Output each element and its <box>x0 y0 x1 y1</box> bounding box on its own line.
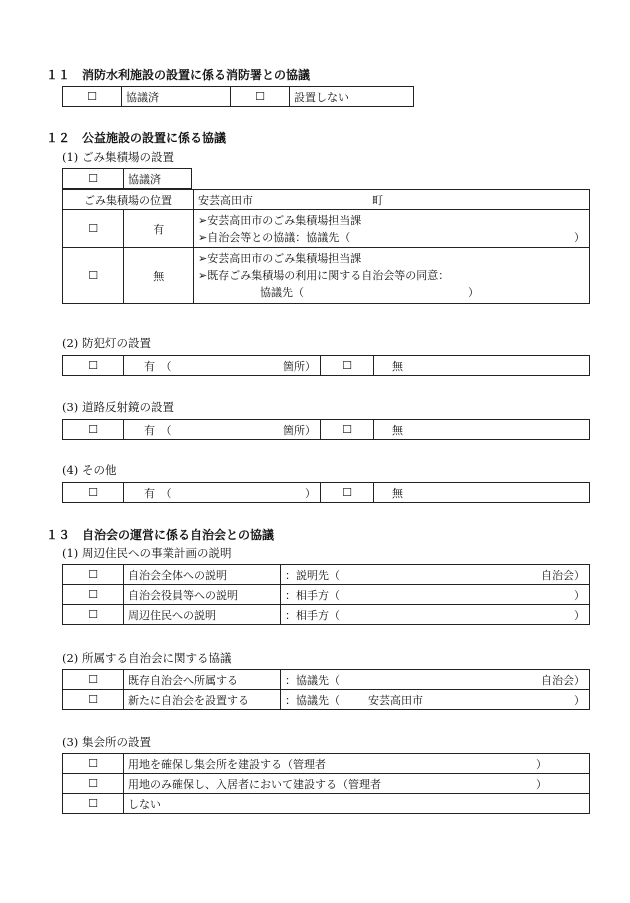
explain-residents-end: ） <box>574 608 585 622</box>
no-line-3: 協議先（ <box>260 286 304 299</box>
other-close: ） <box>305 486 316 500</box>
belong-new-mid: 安芸高田市 <box>368 693 423 707</box>
fire-consultation-table <box>62 86 414 107</box>
hall-build-item: 用地を確保し集会所を建設する（管理者 <box>128 757 326 771</box>
checkbox-mirror-no[interactable]: ☐ <box>321 420 374 440</box>
belong-existing-target <box>281 670 590 690</box>
checkbox-mirror-yes[interactable]: ☐ <box>63 420 124 440</box>
hall-build-end: ） <box>536 757 547 771</box>
no-line-2: ➢既存ごみ集積場の利用に関する自治会等の同意： <box>198 269 450 282</box>
garbage-table <box>62 189 590 304</box>
crime-light-yes-label: 有 （ <box>144 359 172 373</box>
belong-new-item: 新たに自治会を設置する <box>124 690 281 710</box>
mirror-count: 箇所） <box>283 423 316 437</box>
crime-light-count: 箇所） <box>283 359 316 373</box>
checkbox-garbage-agreed[interactable]: ☐ <box>63 169 124 189</box>
checkbox-garbage-yes[interactable]: ☐ <box>63 210 124 248</box>
location-label: ごみ集積場の位置 <box>63 190 194 210</box>
checkbox-explain-residents[interactable]: ☐ <box>63 605 124 625</box>
belong-new-end: ） <box>574 693 585 707</box>
crime-light-title: (2) 防犯灯の設置 <box>62 336 151 350</box>
explain-title: (1) 周辺住民への事業計画の説明 <box>62 546 232 560</box>
hall-build <box>124 754 590 774</box>
checkbox-hall-land[interactable]: ☐ <box>63 774 124 794</box>
crime-light-no: 無 <box>374 356 590 376</box>
checkbox-belong-existing[interactable]: ☐ <box>63 670 124 690</box>
yes-line-2: ➢自治会等との協議：協議先（ <box>198 230 351 244</box>
checkbox-agreed[interactable]: ☐ <box>63 87 122 107</box>
hall-none <box>124 794 590 814</box>
option-agreed: 協議済 <box>122 87 231 107</box>
explain-all-target <box>281 565 590 585</box>
garbage-no-label: 無 <box>124 248 194 304</box>
explain-officers-item: 自治会役員等への説明 <box>124 585 281 605</box>
explain-residents-item: 周辺住民への説明 <box>124 605 281 625</box>
hall-land-end: ） <box>536 777 547 791</box>
mirror-table <box>62 419 590 440</box>
location-city: 安芸高田市 <box>198 193 253 207</box>
explain-officers-kind: ：相手方（ <box>285 588 340 602</box>
no-line-3-close: ） <box>468 286 479 299</box>
checkbox-belong-new[interactable]: ☐ <box>63 690 124 710</box>
explain-residents-target <box>281 605 590 625</box>
location-value <box>194 190 590 210</box>
garbage-title: (1) ごみ集積場の設置 <box>62 150 174 164</box>
section-12-title: １２ 公益施設の設置に係る協議 <box>46 131 227 145</box>
explain-table <box>62 564 590 625</box>
crime-light-yes <box>124 356 321 376</box>
explain-all-item: 自治会全体への説明 <box>124 565 281 585</box>
yes-line-1: ➢安芸高田市のごみ集積場担当課 <box>198 213 362 227</box>
garbage-agreed-table <box>62 168 192 189</box>
crime-light-table <box>62 355 590 376</box>
other-title: (4) その他 <box>62 463 117 477</box>
belong-existing-kind: ：協議先（ <box>285 673 340 687</box>
other-table <box>62 482 590 503</box>
explain-officers-target <box>281 585 590 605</box>
belong-new-kind: ：協議先（ <box>285 693 340 707</box>
belong-table <box>62 669 590 710</box>
hall-table <box>62 753 590 814</box>
section-11-title: １１ 消防水利施設の設置に係る消防署との協議 <box>46 68 311 82</box>
explain-residents-kind: ：相手方（ <box>285 608 340 622</box>
hall-land-item: 用地のみ確保し、入居者において建設する（管理者 <box>128 777 381 791</box>
checkbox-hall-none[interactable]: ☐ <box>63 794 124 814</box>
location-town: 町 <box>372 193 383 207</box>
garbage-no-details <box>194 248 590 304</box>
belong-new-target <box>281 690 590 710</box>
hall-land <box>124 774 590 794</box>
explain-officers-end: ） <box>574 588 585 602</box>
checkbox-explain-officers[interactable]: ☐ <box>63 585 124 605</box>
garbage-agreed-label: 協議済 <box>124 169 192 189</box>
checkbox-garbage-no[interactable]: ☐ <box>63 248 124 304</box>
garbage-yes-label: 有 <box>124 210 194 248</box>
garbage-yes-details <box>194 210 590 248</box>
checkbox-hall-build[interactable]: ☐ <box>63 754 124 774</box>
section-13-title: １３ 自治会の運営に係る自治会との協議 <box>46 528 275 542</box>
other-no: 無 <box>374 483 590 503</box>
checkbox-crime-light-no[interactable]: ☐ <box>321 356 374 376</box>
option-not-installed: 設置しない <box>290 87 414 107</box>
other-yes-label: 有 （ <box>144 486 172 500</box>
hall-none-item: しない <box>128 797 161 811</box>
mirror-yes-label: 有 （ <box>144 423 172 437</box>
explain-all-kind: ：説明先（ <box>285 568 340 582</box>
belong-title: (2) 所属する自治会に関する協議 <box>62 651 232 665</box>
hall-title: (3) 集会所の設置 <box>62 735 151 749</box>
explain-all-end: 自治会） <box>541 568 585 582</box>
no-line-1: ➢安芸高田市のごみ集積場担当課 <box>198 252 362 265</box>
mirror-title: (3) 道路反射鏡の設置 <box>62 400 174 414</box>
mirror-no: 無 <box>374 420 590 440</box>
checkbox-not-installed[interactable]: ☐ <box>231 87 290 107</box>
belong-existing-item: 既存自治会へ所属する <box>124 670 281 690</box>
mirror-yes <box>124 420 321 440</box>
other-yes <box>124 483 321 503</box>
belong-existing-end: 自治会） <box>541 673 585 687</box>
checkbox-other-yes[interactable]: ☐ <box>63 483 124 503</box>
checkbox-crime-light-yes[interactable]: ☐ <box>63 356 124 376</box>
checkbox-other-no[interactable]: ☐ <box>321 483 374 503</box>
yes-line-2-close: ） <box>574 230 585 244</box>
checkbox-explain-all[interactable]: ☐ <box>63 565 124 585</box>
